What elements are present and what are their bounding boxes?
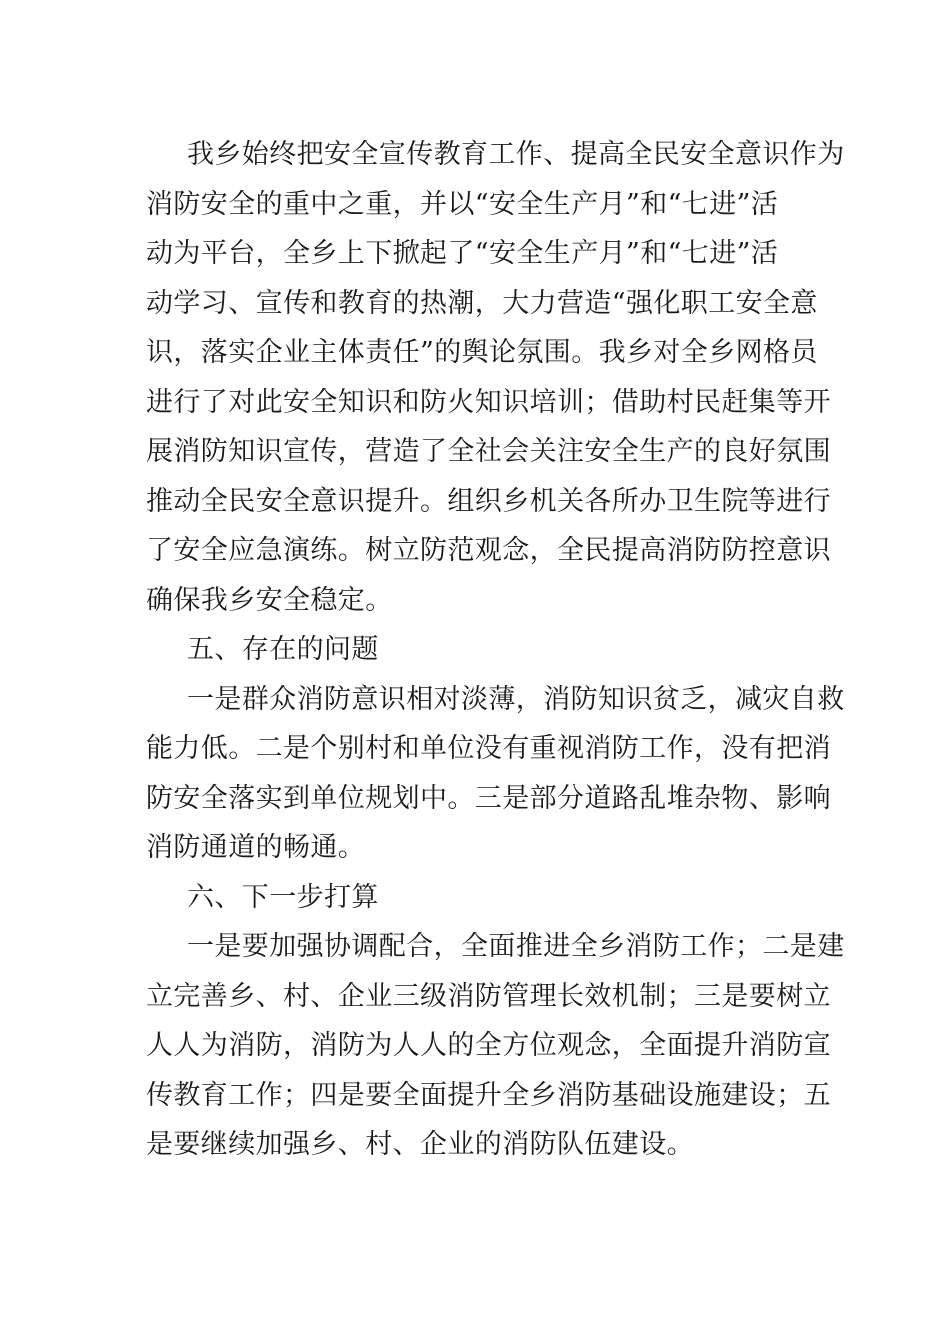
paragraph-problems [146,675,845,873]
text-line: 确保我乡安全稳定。 [146,584,393,616]
paragraph-safety-education [146,130,845,625]
text-line: 展消防知识宣传，营造了全社会关注安全生产的良好氛围 [146,436,831,467]
document-body [146,130,845,1170]
text-line: 我乡始终把安全宣传教育工作、提高全民安全意识作为 [187,139,845,170]
text-line: 防安全落实到单位规划中。三是部分道路乱堆杂物、影响 [146,782,831,814]
text-line: 立完善乡、村、企业三级消防管理长效机制；三是要树立 [146,980,831,1012]
text-line: 人人为消防，消防为人人的全方位观念，全面提升消防宣 [146,1030,831,1061]
text-line: 消防安全的重中之重，并以“安全生产月”和“七进”活 [146,188,779,220]
text-line: 动为平台，全乡上下掀起了“安全生产月”和“七进”活 [146,238,779,269]
text-line: 一是群众消防意识相对淡薄，消防知识贫乏，减灾自救 [187,683,845,715]
section-heading-problems: 五、存在的问题 [187,634,379,665]
text-line: 能力低。二是个别村和单位没有重视消防工作，没有把消 [146,733,831,764]
text-line: 传教育工作；四是要全面提升全乡消防基础设施建设；五 [146,1079,831,1111]
text-line: 推动全民安全意识提升。组织乡机关各所办卫生院等进行 [146,485,831,517]
text-line: 消防通道的畅通。 [146,832,366,863]
text-line: 进行了对此安全知识和防火知识培训；借助村民赶集等开 [146,386,831,418]
text-line: 一是要加强协调配合，全面推进全乡消防工作；二是建 [187,931,845,962]
section-heading-next-steps: 六、下一步打算 [187,881,379,913]
paragraph-next-steps [146,922,845,1170]
text-line: 动学习、宣传和教育的热潮，大力营造“强化职工安全意 [146,287,818,319]
text-line: 是要继续加强乡、村、企业的消防队伍建设。 [146,1129,694,1160]
text-line: 识，落实企业主体责任”的舆论氛围。我乡对全乡网格员 [146,337,818,368]
text-line: 了安全应急演练。树立防范观念，全民提高消防防控意识 [146,535,831,566]
